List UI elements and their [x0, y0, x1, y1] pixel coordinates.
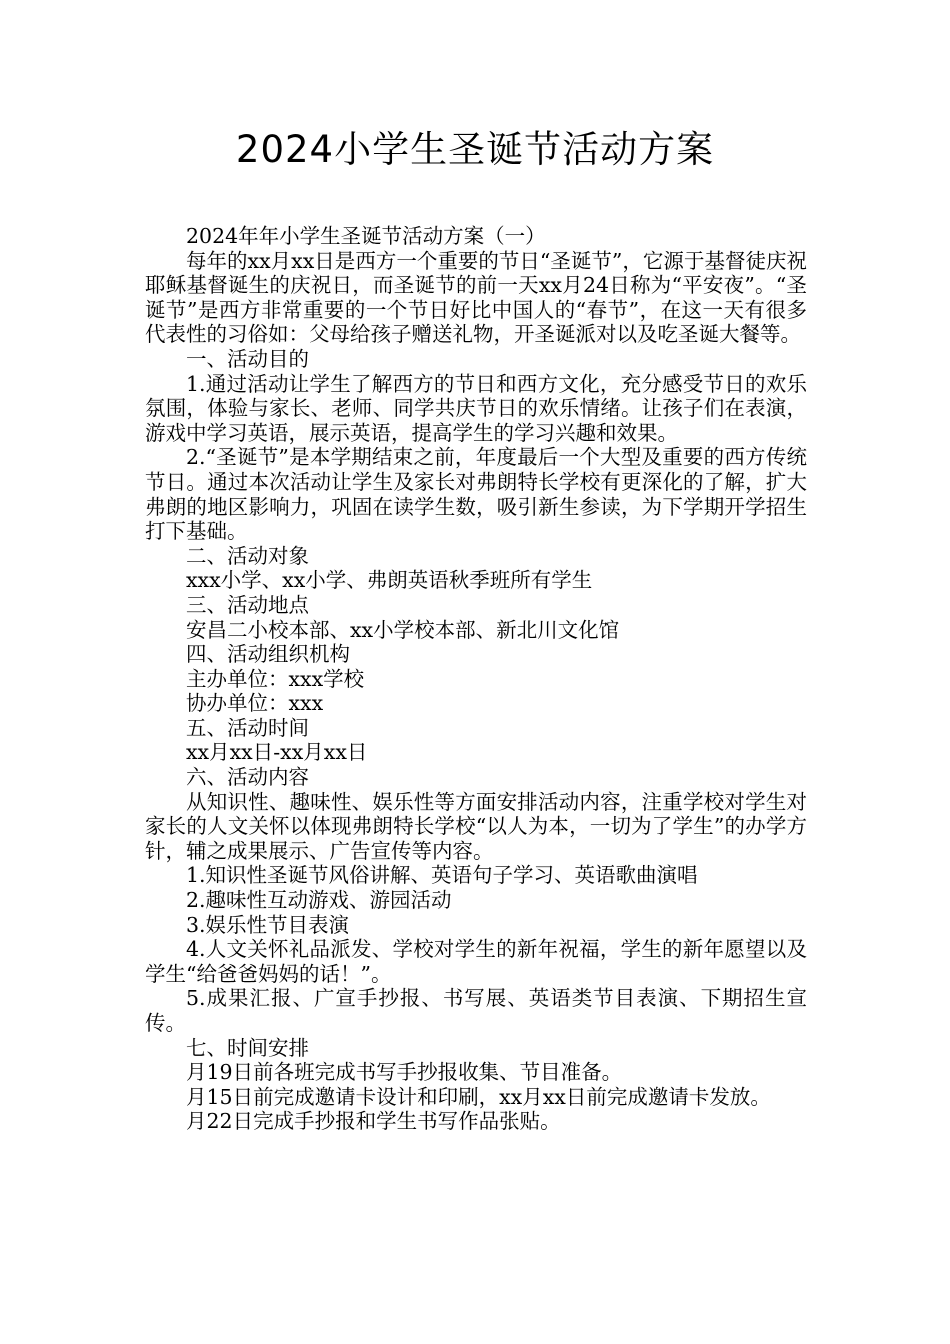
paragraph: 月19日前各班完成书写手抄报收集、节目准备。 — [186, 1060, 623, 1085]
paragraph: 2024年年小学生圣诞节活动方案（一） — [186, 224, 546, 248]
paragraph: 安昌二小校本部、xx小学校本部、新北川文化馆 — [186, 617, 620, 642]
paragraph: 2.“圣诞节”是本学期结束之前，年度最后一个大型及重要的西方传统节日。通过本次活动让学生及家长对弗朗特长学校有更深化的了解，扩大弗朗的地区影响力，巩固在读学生数，吸引新生参读，为下学期开学招生打下基础。 — [145, 445, 807, 544]
list-item: 2.趣味性互动游戏、游园活动 — [186, 888, 452, 913]
section-heading: 三、活动地点 — [186, 592, 309, 617]
paragraph: 从知识性、趣味性、娱乐性等方面安排活动内容，注重学校对学生对家长的人文关怀以体现弗朗特长学校“以人为本，一切为了学生”的办学方针，辅之成果展示、广告宣传等内容。 — [145, 789, 807, 863]
paragraph: 每年的xx月xx日是西方一个重要的节日“圣诞节”，它源于基督徒庆祝耶稣基督诞生的庆祝日，而圣诞节的前一天xx月24日称为“平安夜”。“圣诞节”是西方非常重要的一个节日好比中国人的“春节”，在这一天有很多代表性的习俗如：父母给孩子赠送礼物，开圣诞派对以及吃圣诞大餐等。 — [145, 248, 807, 347]
document-title: 2024小学生圣诞节活动方案 — [235, 128, 715, 171]
list-item: 1.知识性圣诞节风俗讲解、英语句子学习、英语歌曲演唱 — [186, 863, 698, 888]
paragraph: 月15日前完成邀请卡设计和印刷，xx月xx日前完成邀请卡发放。 — [186, 1084, 771, 1109]
section-heading: 二、活动对象 — [186, 543, 309, 568]
paragraph: 月22日完成手抄报和学生书写作品张贴。 — [186, 1109, 561, 1134]
paragraph: xxx小学、xx小学、弗朗英语秋季班所有学生 — [186, 568, 593, 593]
paragraph: xx月xx日-xx月xx日 — [186, 740, 368, 765]
document-body — [145, 224, 807, 1134]
list-item: 4.人文关怀礼品派发、学校对学生的新年祝福，学生的新年愿望以及学生“给爸爸妈妈的话！”。 — [145, 937, 807, 986]
section-heading: 六、活动内容 — [186, 765, 309, 790]
paragraph: 协办单位：xxx — [186, 691, 324, 716]
section-heading: 七、时间安排 — [186, 1035, 309, 1060]
paragraph: 1.通过活动让学生了解西方的节日和西方文化，充分感受节日的欢乐氛围，体验与家长、老师、同学共庆节日的欢乐情绪。让孩子们在表演，游戏中学习英语，展示英语，提高学生的学习兴趣和效果。 — [145, 371, 807, 445]
section-heading: 四、活动组织机构 — [186, 642, 350, 667]
list-item: 5.成果汇报、广宣手抄报、书写展、英语类节目表演、下期招生宣传。 — [145, 986, 807, 1035]
list-item: 3.娱乐性节目表演 — [186, 912, 350, 937]
section-heading: 五、活动时间 — [186, 715, 309, 740]
paragraph: 主办单位：xxx学校 — [186, 666, 365, 691]
section-heading: 一、活动目的 — [186, 346, 309, 371]
